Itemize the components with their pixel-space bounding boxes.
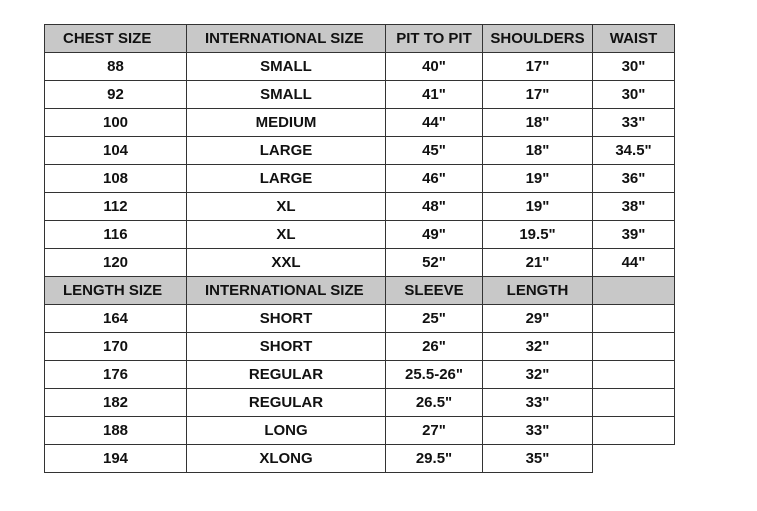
chest-size-table-row [45, 221, 675, 249]
length-size-table-cell: 29.5" [386, 445, 483, 473]
chest-size-table-row [45, 81, 675, 109]
chest-size-table-cell: 19" [483, 193, 593, 221]
length-size-table-cell: 29" [483, 305, 593, 333]
length-size-table-cell: 194 [45, 445, 187, 473]
chest-size-table-cell: 104 [45, 137, 187, 165]
length-size-table-row [45, 361, 675, 389]
length-size-table-cell: 33" [483, 389, 593, 417]
empty-cell [593, 445, 675, 473]
chest-size-table-cell: 30" [593, 81, 675, 109]
length-size-table-cell: 25" [386, 305, 483, 333]
chest-size-table-cell: XL [187, 221, 386, 249]
length-size-table-cell: SHORT [187, 305, 386, 333]
chest-size-table-cell: 88 [45, 53, 187, 81]
chest-size-table-row [45, 137, 675, 165]
length-size-table-cell: 182 [45, 389, 187, 417]
length-size-table-cell [593, 333, 675, 361]
length-size-table-cell: 164 [45, 305, 187, 333]
chest-size-table-cell: 49" [386, 221, 483, 249]
chest-size-table-cell: LARGE [187, 137, 386, 165]
chest-size-table-row [45, 249, 675, 277]
length-size-column-header: LENGTH SIZE [45, 277, 187, 305]
length-size-table-cell: 176 [45, 361, 187, 389]
chest-size-table-cell: 30" [593, 53, 675, 81]
chest-size-table-cell: 39" [593, 221, 675, 249]
chest-size-table-cell: MEDIUM [187, 109, 386, 137]
length-size-table-cell: LONG [187, 417, 386, 445]
length-size-header-row [45, 277, 675, 305]
chest-size-table-cell: 38" [593, 193, 675, 221]
chest-size-table-cell: 34.5" [593, 137, 675, 165]
chest-size-table-cell: XL [187, 193, 386, 221]
chest-size-column-header: SHOULDERS [483, 25, 593, 53]
length-size-table-cell: REGULAR [187, 389, 386, 417]
chest-size-table-cell: 41" [386, 81, 483, 109]
chest-size-table-cell: 40" [386, 53, 483, 81]
chest-size-table-cell: 44" [386, 109, 483, 137]
size-chart-table [44, 24, 675, 473]
length-size-table-cell: 26" [386, 333, 483, 361]
length-size-table-cell: 26.5" [386, 389, 483, 417]
length-size-table-cell: 27" [386, 417, 483, 445]
length-size-table-row [45, 389, 675, 417]
length-size-table-cell: 170 [45, 333, 187, 361]
length-size-column-header: LENGTH [483, 277, 593, 305]
chest-size-table-cell: 100 [45, 109, 187, 137]
chest-size-table-cell: 48" [386, 193, 483, 221]
chest-size-column-header: CHEST SIZE [45, 25, 187, 53]
length-size-table-cell: 35" [483, 445, 593, 473]
chest-size-table-cell: 21" [483, 249, 593, 277]
chest-size-header-row [45, 25, 675, 53]
chest-size-table-cell: 17" [483, 81, 593, 109]
length-size-table-cell: REGULAR [187, 361, 386, 389]
chest-size-table-cell: 17" [483, 53, 593, 81]
length-size-table-cell: SHORT [187, 333, 386, 361]
chest-size-table-row [45, 53, 675, 81]
length-size-table-row [45, 417, 675, 445]
chest-size-column-header: WAIST [593, 25, 675, 53]
chest-size-table-cell: 18" [483, 137, 593, 165]
chest-size-table-cell: 46" [386, 165, 483, 193]
length-size-table-row [45, 333, 675, 361]
length-size-table-cell: XLONG [187, 445, 386, 473]
length-size-column-header: INTERNATIONAL SIZE [187, 277, 386, 305]
chest-size-column-header: INTERNATIONAL SIZE [187, 25, 386, 53]
length-size-table-cell [593, 361, 675, 389]
length-size-column-header [593, 277, 675, 305]
chest-size-table-row [45, 109, 675, 137]
length-size-table-cell: 32" [483, 361, 593, 389]
chest-size-table-cell: 19" [483, 165, 593, 193]
chest-size-table-cell: 19.5" [483, 221, 593, 249]
chest-size-table-cell: XXL [187, 249, 386, 277]
chest-size-column-header: PIT TO PIT [386, 25, 483, 53]
chest-size-table-cell: 18" [483, 109, 593, 137]
chest-size-table-cell: 120 [45, 249, 187, 277]
chest-size-table-cell: 112 [45, 193, 187, 221]
chest-size-table-cell: 33" [593, 109, 675, 137]
chest-size-table-cell: SMALL [187, 53, 386, 81]
chest-size-table-cell: 52" [386, 249, 483, 277]
chest-size-table-cell: 36" [593, 165, 675, 193]
length-size-table-cell: 32" [483, 333, 593, 361]
chest-size-table-cell: 92 [45, 81, 187, 109]
chest-size-table-cell: 44" [593, 249, 675, 277]
chest-size-table-cell: LARGE [187, 165, 386, 193]
chest-size-table-row [45, 193, 675, 221]
length-size-column-header: SLEEVE [386, 277, 483, 305]
length-size-table-cell [593, 389, 675, 417]
length-size-table-row [45, 445, 675, 473]
length-size-table-cell: 33" [483, 417, 593, 445]
chest-size-table-cell: 116 [45, 221, 187, 249]
length-size-table-cell: 188 [45, 417, 187, 445]
length-size-table-cell [593, 305, 675, 333]
chest-size-table-row [45, 165, 675, 193]
length-size-table-row [45, 305, 675, 333]
chest-size-table-cell: SMALL [187, 81, 386, 109]
chest-size-table-cell: 45" [386, 137, 483, 165]
size-chart-body [45, 25, 675, 473]
chest-size-table-cell: 108 [45, 165, 187, 193]
length-size-table-cell [593, 417, 675, 445]
length-size-table-cell: 25.5-26" [386, 361, 483, 389]
